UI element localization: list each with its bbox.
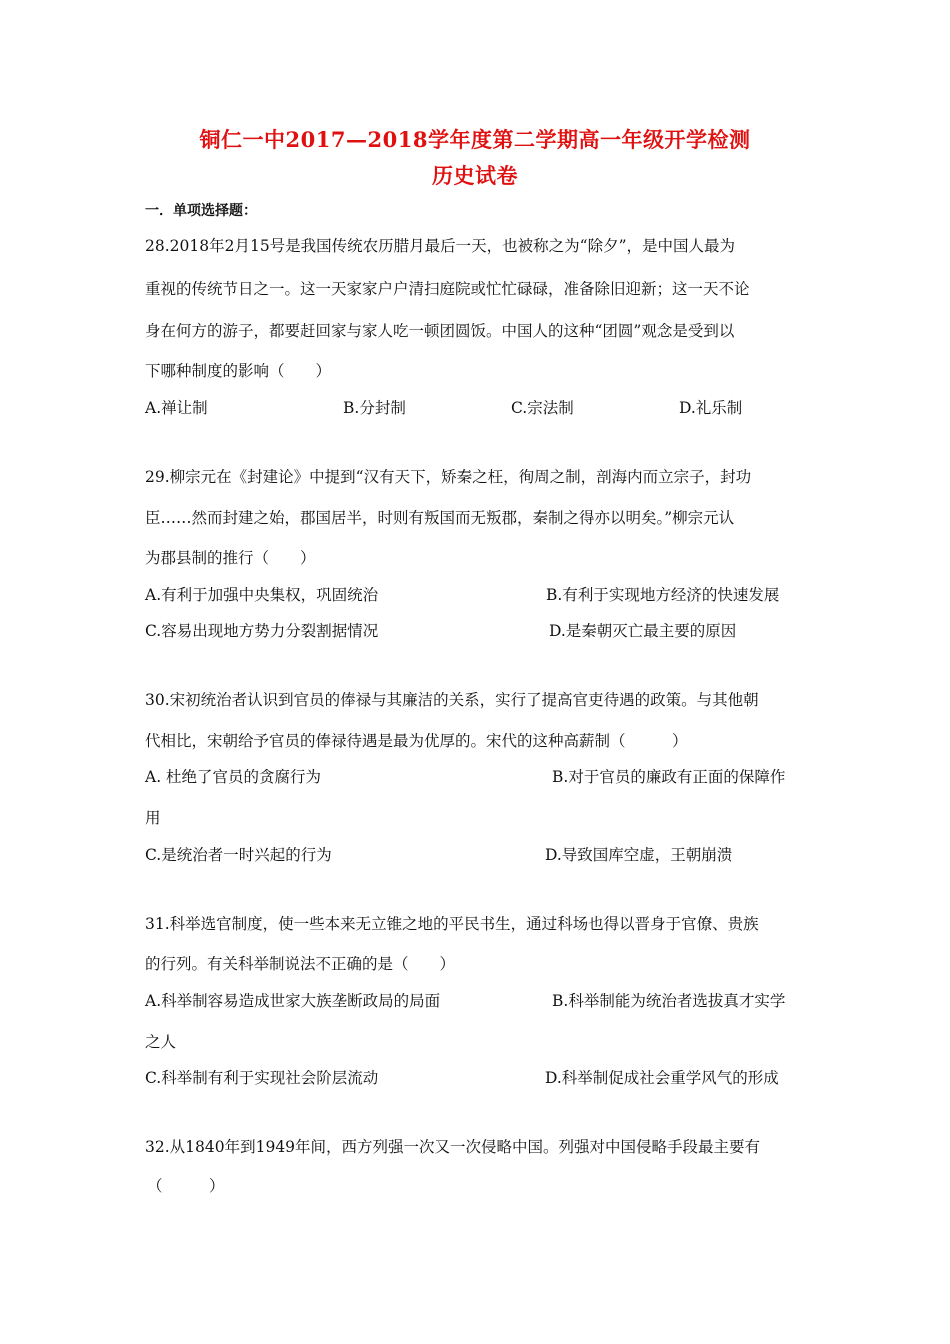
question-28-option-b: B.分封制: [343, 399, 406, 417]
question-31-option-a: A.科举制容易造成世家大族垄断政局的局面: [145, 992, 441, 1010]
question-30-line-1: 30.宋初统治者认识到官员的俸禄与其廉洁的关系，实行了提高官吏待遇的政策。与其他朝: [145, 691, 759, 709]
question-30-option-a: A. 杜绝了官员的贪腐行为: [145, 768, 322, 786]
question-28-line-2: 重视的传统节日之一。这一天家家户户清扫庭院或忙忙碌碌，准备除旧迎新；这一天不论: [145, 280, 750, 298]
question-30-line-2: 代相比，宋朝给予官员的俸禄待遇是最为优厚的。宋代的这种高薪制（ ）: [145, 732, 688, 750]
question-30-option-c: C.是统治者一时兴起的行为: [145, 846, 332, 864]
question-32-line-2: （ ）: [147, 1177, 225, 1195]
question-31-line-1: 31.科举选官制度，使一些本来无立锥之地的平民书生，通过科场也得以晋身于官僚、贵族: [145, 915, 759, 933]
question-31-option-d: D.科举制促成社会重学风气的形成: [545, 1069, 779, 1087]
question-28-option-c: C.宗法制: [511, 399, 574, 417]
question-29-option-c: C.容易出现地方势力分裂割据情况: [145, 622, 379, 640]
question-28-line-4: 下哪种制度的影响（ ）: [145, 362, 332, 380]
question-31-option-b: B.科举制能为统治者选拔真才实学: [552, 992, 786, 1010]
question-31-option-c: C.科举制有利于实现社会阶层流动: [145, 1069, 379, 1087]
question-30-option-b: B.对于官员的廉政有正面的保障作: [552, 768, 786, 786]
question-28-option-d: D.礼乐制: [679, 399, 743, 417]
question-28-line-3: 身在何方的游子，都要赶回家与家人吃一顿团圆饭。中国人的这种“团圆”观念是受到以: [145, 322, 735, 340]
question-29-line-1: 29.柳宗元在《封建论》中提到“汉有天下，矫秦之枉，徇周之制，剖海内而立宗子，封功: [145, 468, 752, 486]
question-32-line-1: 32.从1840年到1949年间，西方列强一次又一次侵略中国。列强对中国侵略手段最主要有: [145, 1138, 761, 1156]
question-29-line-3: 为郡县制的推行（ ）: [145, 549, 316, 567]
question-30-option-b-wrap: 用: [145, 809, 161, 827]
exam-subtitle: 历史试卷: [432, 163, 518, 188]
question-29-line-2: 臣……然而封建之始，郡国居半，时则有叛国而无叛郡，秦制之得亦以明矣。”柳宗元认: [145, 509, 735, 527]
question-28-line-1: 28.2018年2月15号是我国传统农历腊月最后一天，也被称之为“除夕”，是中国人最为: [145, 237, 736, 255]
question-30-option-d: D.导致国库空虚，王朝崩溃: [545, 846, 733, 864]
section-heading: 一．单项选择题：: [145, 203, 257, 219]
question-31-line-2: 的行列。有关科举制说法不正确的是（ ）: [145, 955, 456, 973]
question-31-option-b-wrap: 之人: [145, 1033, 177, 1051]
question-29-option-b: B.有利于实现地方经济的快速发展: [546, 586, 780, 604]
exam-title: 铜仁一中2017—2018学年度第二学期高一年级开学检测: [199, 127, 751, 152]
question-29-option-d: D.是秦朝灭亡最主要的原因: [549, 622, 737, 640]
question-29-option-a: A.有利于加强中央集权，巩固统治: [145, 586, 379, 604]
question-28-option-a: A.禅让制: [145, 399, 208, 417]
